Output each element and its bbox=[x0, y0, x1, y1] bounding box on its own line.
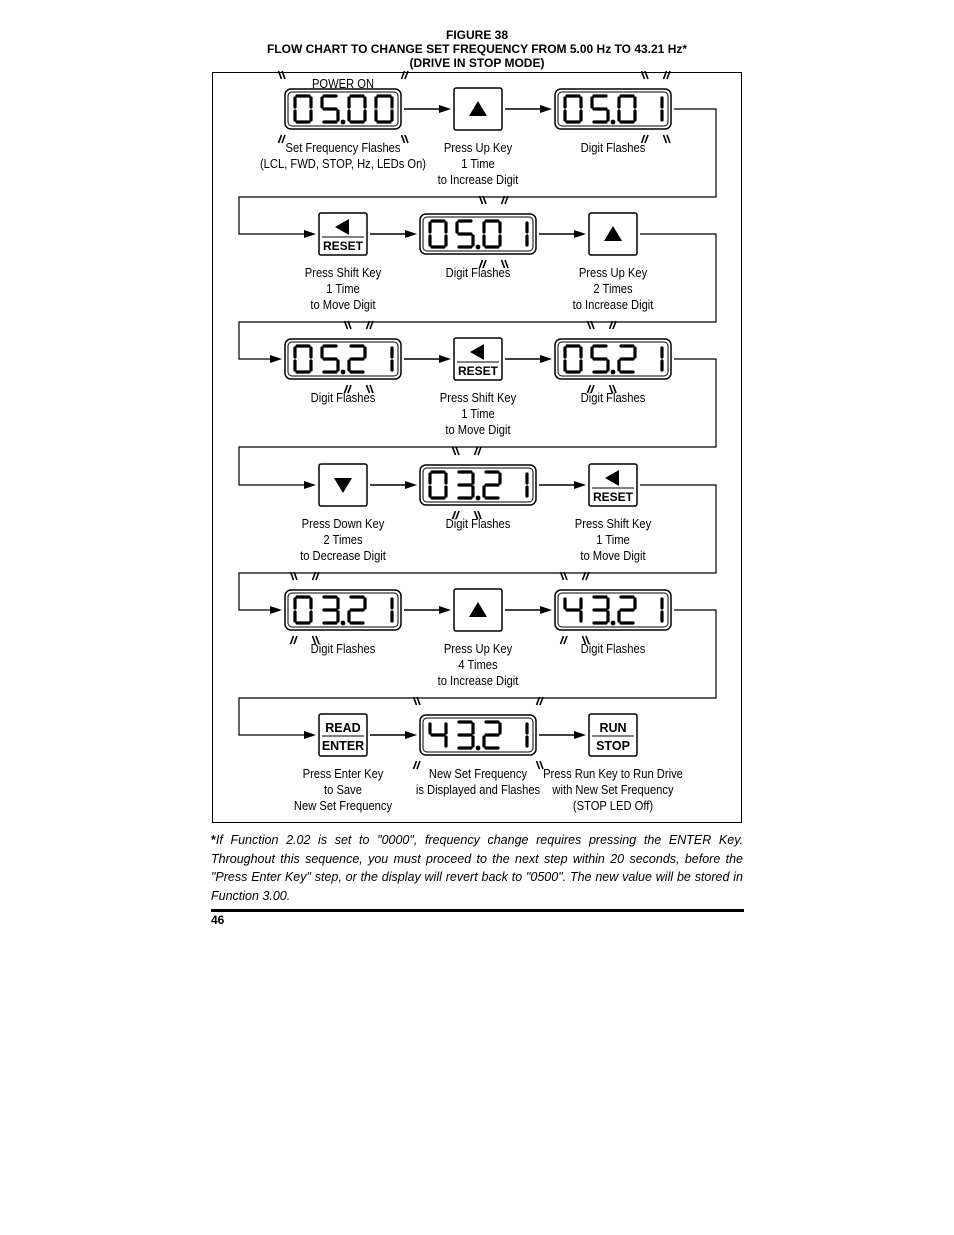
caption-line: Press Run Key to Run Drive bbox=[543, 766, 683, 781]
led-display bbox=[555, 321, 671, 393]
key-label-top: READ bbox=[325, 721, 361, 735]
caption-line: Digit Flashes bbox=[445, 265, 511, 280]
key-up bbox=[589, 213, 637, 255]
flash-stroke bbox=[475, 447, 478, 455]
step-caption bbox=[527, 265, 699, 313]
decimal-point bbox=[476, 496, 481, 501]
figure-title: FLOW CHART TO CHANGE SET FREQUENCY FROM 5.00 Hz TO 43.21 Hz* bbox=[266, 42, 688, 56]
flow-arrow bbox=[539, 230, 586, 238]
decimal-point bbox=[476, 245, 481, 250]
flash-stroke bbox=[645, 71, 648, 79]
flash-stroke bbox=[478, 447, 481, 455]
arrowhead-icon bbox=[540, 355, 552, 363]
led-display bbox=[420, 196, 536, 268]
page-number: 46 bbox=[211, 913, 225, 927]
flash-stroke bbox=[664, 71, 667, 79]
arrowhead-icon bbox=[574, 731, 586, 739]
key-label: RESET bbox=[322, 239, 364, 253]
arrowhead-icon bbox=[574, 481, 586, 489]
caption-line: to Increase Digit bbox=[437, 673, 519, 688]
caption-line: to Increase Digit bbox=[437, 172, 519, 187]
key-up bbox=[454, 88, 502, 130]
caption-line: Digit Flashes bbox=[580, 390, 646, 405]
flow-arrow bbox=[370, 481, 417, 489]
step-caption bbox=[527, 766, 699, 814]
caption-line: Press Up Key bbox=[443, 140, 513, 155]
arrowhead-icon bbox=[439, 105, 451, 113]
caption-line: to Move Digit bbox=[445, 422, 511, 437]
caption-line: New Set Frequency bbox=[428, 766, 528, 781]
key-shift bbox=[319, 213, 367, 255]
arrowhead-icon bbox=[270, 355, 282, 363]
arrowhead-icon bbox=[439, 355, 451, 363]
flash-stroke bbox=[642, 71, 645, 79]
caption-line: 4 Times bbox=[458, 657, 498, 672]
arrowhead-icon bbox=[304, 230, 316, 238]
key-label: RESET bbox=[592, 490, 634, 504]
caption-line: Press Shift Key bbox=[439, 390, 517, 405]
key-shift bbox=[454, 338, 502, 380]
caption-line: 2 Times bbox=[323, 532, 363, 547]
flow-arrow bbox=[404, 355, 451, 363]
flash-stroke bbox=[405, 71, 408, 79]
caption-line: to Increase Digit bbox=[572, 297, 654, 312]
decimal-point bbox=[611, 621, 616, 626]
decimal-point bbox=[611, 370, 616, 375]
caption-line: 1 Time bbox=[461, 156, 495, 171]
arrowhead-icon bbox=[405, 481, 417, 489]
caption-line: to Decrease Digit bbox=[300, 548, 386, 563]
led-display bbox=[555, 71, 671, 143]
caption-line: 1 Time bbox=[596, 532, 630, 547]
led-display bbox=[555, 572, 671, 644]
key-up bbox=[454, 589, 502, 631]
caption-line: Digit Flashes bbox=[580, 641, 646, 656]
footer-rule bbox=[211, 909, 744, 912]
flash-mark-icon bbox=[453, 447, 460, 455]
key-label: RESET bbox=[457, 364, 499, 378]
key-label-top: RUN bbox=[599, 721, 627, 735]
caption-line: to Save bbox=[324, 782, 362, 797]
decimal-point bbox=[341, 370, 346, 375]
caption-line: Digit Flashes bbox=[310, 641, 376, 656]
flash-mark-icon bbox=[642, 71, 649, 79]
flash-mark-icon bbox=[664, 71, 671, 79]
arrowhead-icon bbox=[540, 105, 552, 113]
figure-subtitle: (DRIVE IN STOP MODE) bbox=[409, 56, 545, 70]
flash-stroke bbox=[456, 447, 459, 455]
flow-arrow bbox=[370, 230, 417, 238]
flow-arrow bbox=[404, 105, 451, 113]
arrowhead-icon bbox=[439, 606, 451, 614]
caption-line: Press Up Key bbox=[578, 265, 648, 280]
arrowhead-icon bbox=[405, 731, 417, 739]
caption-line: Set Frequency Flashes bbox=[285, 140, 401, 155]
decimal-point bbox=[476, 746, 481, 751]
flow-arrow bbox=[370, 731, 417, 739]
flow-arrow bbox=[539, 481, 586, 489]
caption-line: New Set Frequency bbox=[293, 798, 393, 813]
arrowhead-icon bbox=[304, 481, 316, 489]
flow-arrow bbox=[505, 606, 552, 614]
caption-line: 1 Time bbox=[461, 406, 495, 421]
flow-arrow bbox=[404, 606, 451, 614]
caption-line: Press Shift Key bbox=[574, 516, 652, 531]
caption-line: Press Shift Key bbox=[304, 265, 382, 280]
caption-line: Digit Flashes bbox=[445, 516, 511, 531]
caption-line: Digit Flashes bbox=[580, 140, 646, 155]
caption-line: to Move Digit bbox=[310, 297, 376, 312]
arrowhead-icon bbox=[574, 230, 586, 238]
arrowhead-icon bbox=[540, 606, 552, 614]
decimal-point bbox=[341, 120, 346, 125]
led-display bbox=[285, 321, 401, 393]
key-down bbox=[319, 464, 367, 506]
step-caption bbox=[527, 140, 699, 156]
flow-arrow bbox=[505, 355, 552, 363]
decimal-point bbox=[611, 120, 616, 125]
decimal-point bbox=[341, 621, 346, 626]
caption-line: (LCL, FWD, STOP, Hz, LEDs On) bbox=[259, 156, 427, 171]
caption-line: 2 Times bbox=[593, 281, 633, 296]
led-display bbox=[420, 447, 536, 519]
key-label-bottom: STOP bbox=[596, 739, 630, 753]
key-run bbox=[589, 714, 637, 756]
step-caption bbox=[527, 641, 699, 657]
flash-stroke bbox=[402, 71, 405, 79]
key-read bbox=[319, 714, 367, 756]
led-display bbox=[285, 572, 401, 644]
caption-line: Press Down Key bbox=[301, 516, 385, 531]
flow-arrow bbox=[505, 105, 552, 113]
led-display bbox=[414, 697, 544, 769]
caption-line: Press Up Key bbox=[443, 641, 513, 656]
flash-mark-icon bbox=[475, 447, 482, 455]
flash-stroke bbox=[453, 447, 456, 455]
caption-line: with New Set Frequency bbox=[552, 782, 674, 797]
caption-line: is Displayed and Flashes bbox=[415, 782, 541, 797]
flash-mark-icon bbox=[279, 71, 286, 79]
step-caption bbox=[527, 390, 699, 406]
key-label-bottom: ENTER bbox=[321, 739, 365, 753]
step-caption bbox=[527, 516, 699, 564]
flow-arrow bbox=[539, 731, 586, 739]
power-on-label: POWER ON bbox=[311, 76, 375, 92]
flash-stroke bbox=[279, 71, 282, 79]
footnote-star: * bbox=[211, 833, 216, 847]
flash-stroke bbox=[282, 71, 285, 79]
caption-line: to Move Digit bbox=[580, 548, 646, 563]
key-shift bbox=[589, 464, 637, 506]
arrowhead-icon bbox=[405, 230, 417, 238]
arrowhead-icon bbox=[270, 606, 282, 614]
flash-mark-icon bbox=[402, 71, 409, 79]
footnote-text: If Function 2.02 is set to "0000", frequency change requires pressing the ENTER Key. Throughout this sequence, you must proceed to the next step within 20 seconds, before the "Press Enter Key" step, or the display will revert back to "0500". The new value will be stored in Function 3.00. bbox=[211, 833, 743, 903]
arrowhead-icon bbox=[304, 731, 316, 739]
footnote bbox=[211, 831, 743, 905]
caption-line: Press Enter Key bbox=[302, 766, 384, 781]
figure-number: FIGURE 38 bbox=[445, 28, 508, 42]
caption-line: (STOP LED Off) bbox=[572, 798, 654, 813]
caption-line: 1 Time bbox=[326, 281, 360, 296]
caption-line: Digit Flashes bbox=[310, 390, 376, 405]
flash-stroke bbox=[667, 71, 670, 79]
